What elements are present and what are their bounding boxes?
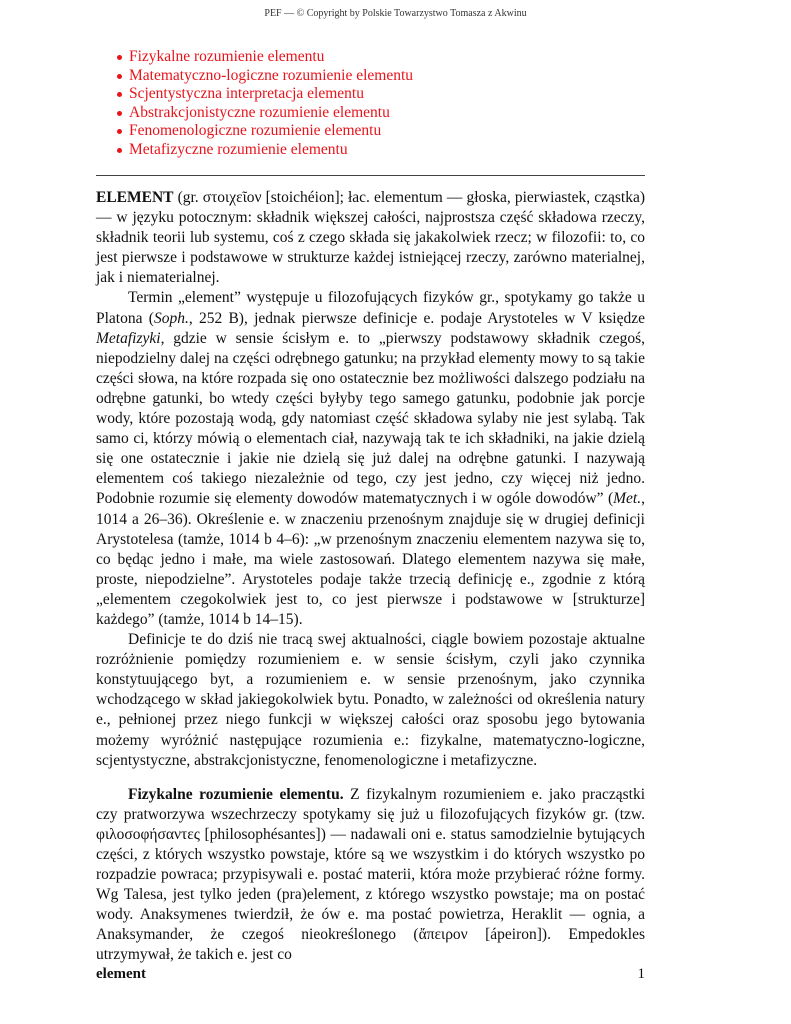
section-text: Z fizykalnym rozumieniem e. jako pracząstki czy pratworzywa wszechrzeczy spotykamy się już u filozofujących fizyków gr. (tzw. φιλοσοφήσαντες [philosophésantes]) — nadawali oni e. status samodzielnie bytujących części, z których wszystko powstaje, które są we wszystkim i do których wszystko po rozpadzie powraca; przypisywali e. postać materii, która może przybierać różne formy. Wg Talesa, jest tylko jeden (pra)element, z którego wszystko powstaje; ma on postać wody. Anaksymenes twierdził, że ów e. ma postać powietrza, Heraklit — ognia, a Anaksymander, że czegoś nieokreślonego (ἄπειρον [ápeiron]). Empedokles utrzymywał, że takich e. jest co (96, 785, 645, 964)
toc-link-matematyczno-logiczne[interactable]: Matematyczno-logiczne rozumienie elementu (109, 67, 413, 86)
text-run: Termin „element” występuje u filozofujących fizyków gr., spotykamy go także u Platona ( (96, 289, 645, 327)
entry-term: ELEMENT (96, 189, 174, 206)
text-run: , gdzie w sensie ścisłym e. to „pierwszy podstawowy składnik czegoś, niepodzielny dalej na części odrębnego gatunku; na przykład elementy mowy to są takie części słowa, na które rozpada się ono ostatecznie bez możliwości dalszego podziału na odrębne gatunki, bo wtedy części byłyby tego samego gatunku, podobnie jak porcje wody, które pozostają wodą, gdy natomiast część składowa sylaby nie jest sylabą. Tak samo ci, którzy mówią o elementach ciał, nazywają tak te ich składniki, na jakie dzielą się one ostatecznie i jakie nie dzielą się już dalej na odrębne gatunki. I nazywają elementem coś takiego niezależnie od tego, czy jest jedno, czy więcej niż jedno. Podobnie rozumie się elementy dowodów matematycznych i w ogóle dowodów” ( (96, 329, 645, 508)
toc-link-fenomenologiczne[interactable]: Fenomenologiczne rozumienie elementu (109, 122, 413, 141)
citation-title: Soph. (153, 309, 189, 327)
text-run: , 1014 a 26–36). Określenie e. w znaczeniu przenośnym znajduje się w drugiej definicji Arystotelesa (tamże, 1014 b 4–6): „w przenośnym znaczeniu elementem nazywa się to, co będąc jedno i małe, ma wiele zastosowań. Dlatego elementem nazywa się małe, proste, niepodzielne”. Arystoteles podaje także trzecią definicję e., zgodnie z którą „elementem czegokolwiek jest to, co jest pierwsze i podstawowe w [strukturze] każdego” (tamże, 1014 b 14–15). (96, 490, 645, 628)
toc-link-fizykalne[interactable]: Fizykalne rozumienie elementu (109, 48, 413, 67)
section-heading: Fizykalne rozumienie elementu. (128, 785, 344, 803)
table-of-contents (109, 48, 413, 160)
citation-title: Metafizyki (96, 329, 161, 347)
section-fizykalne (96, 785, 645, 966)
copyright-header: PEF — © Copyright by Polskie Towarzystwo Tomasza z Akwinu (264, 8, 527, 19)
divider (96, 175, 645, 176)
history-paragraph (96, 288, 645, 630)
toc-link-abstrakcjonistyczne[interactable]: Abstrakcjonistyczne rozumienie elementu (109, 104, 413, 123)
toc-link-scjentystyczna[interactable]: Scjentystyczna interpretacja elementu (109, 85, 413, 104)
definition-text: (gr. στοιχεῖον [stoichéion]; łac. elementum — głoska, pierwiastek, cząstka) — w języku potocznym: składnik większej całości, najprostsza część składowa rzeczy, składnik teorii lub systemu, coś z czego składa się jakakolwiek rzecz; w filozofii: to, co jest pierwsze i podstawowe w strukturze każdej istniejącej rzeczy, zarówno materialnej, jak i niematerialnej. (96, 189, 645, 287)
footer-title: element (96, 966, 146, 982)
citation-title: Met. (613, 490, 642, 508)
toc-link-metafizyczne[interactable]: Metafizyczne rozumienie elementu (109, 141, 413, 160)
text-run: , 252 B), jednak pierwsze definicje e. podaje Arystoteles w V księdze (188, 309, 645, 327)
definitions-paragraph: Definicje te do dziś nie tracą swej aktualności, ciągle bowiem pozostaje aktualne rozróżnienie pomiędzy rozumieniem e. w sensie ścisłym, czyli jako czynnika konstytuującego byt, a rozumieniem e. w sensie przenośnym, jako czynnika wchodzącego w skład jakiegokolwiek bytu. Ponadto, w zależności od określenia natury e., pełnionej przez niego funkcji w większej całości oraz sposobu jego bytowania możemy wyróżnić następujące rozumienia e.: fizykalne, matematyczno-logiczne, scjentystyczne, abstrakcjonistyczne, fenomenologiczne i metafizyczne. (96, 631, 645, 769)
article-body (96, 188, 645, 966)
definition-paragraph (96, 188, 645, 288)
page-number: 1 (637, 966, 645, 982)
